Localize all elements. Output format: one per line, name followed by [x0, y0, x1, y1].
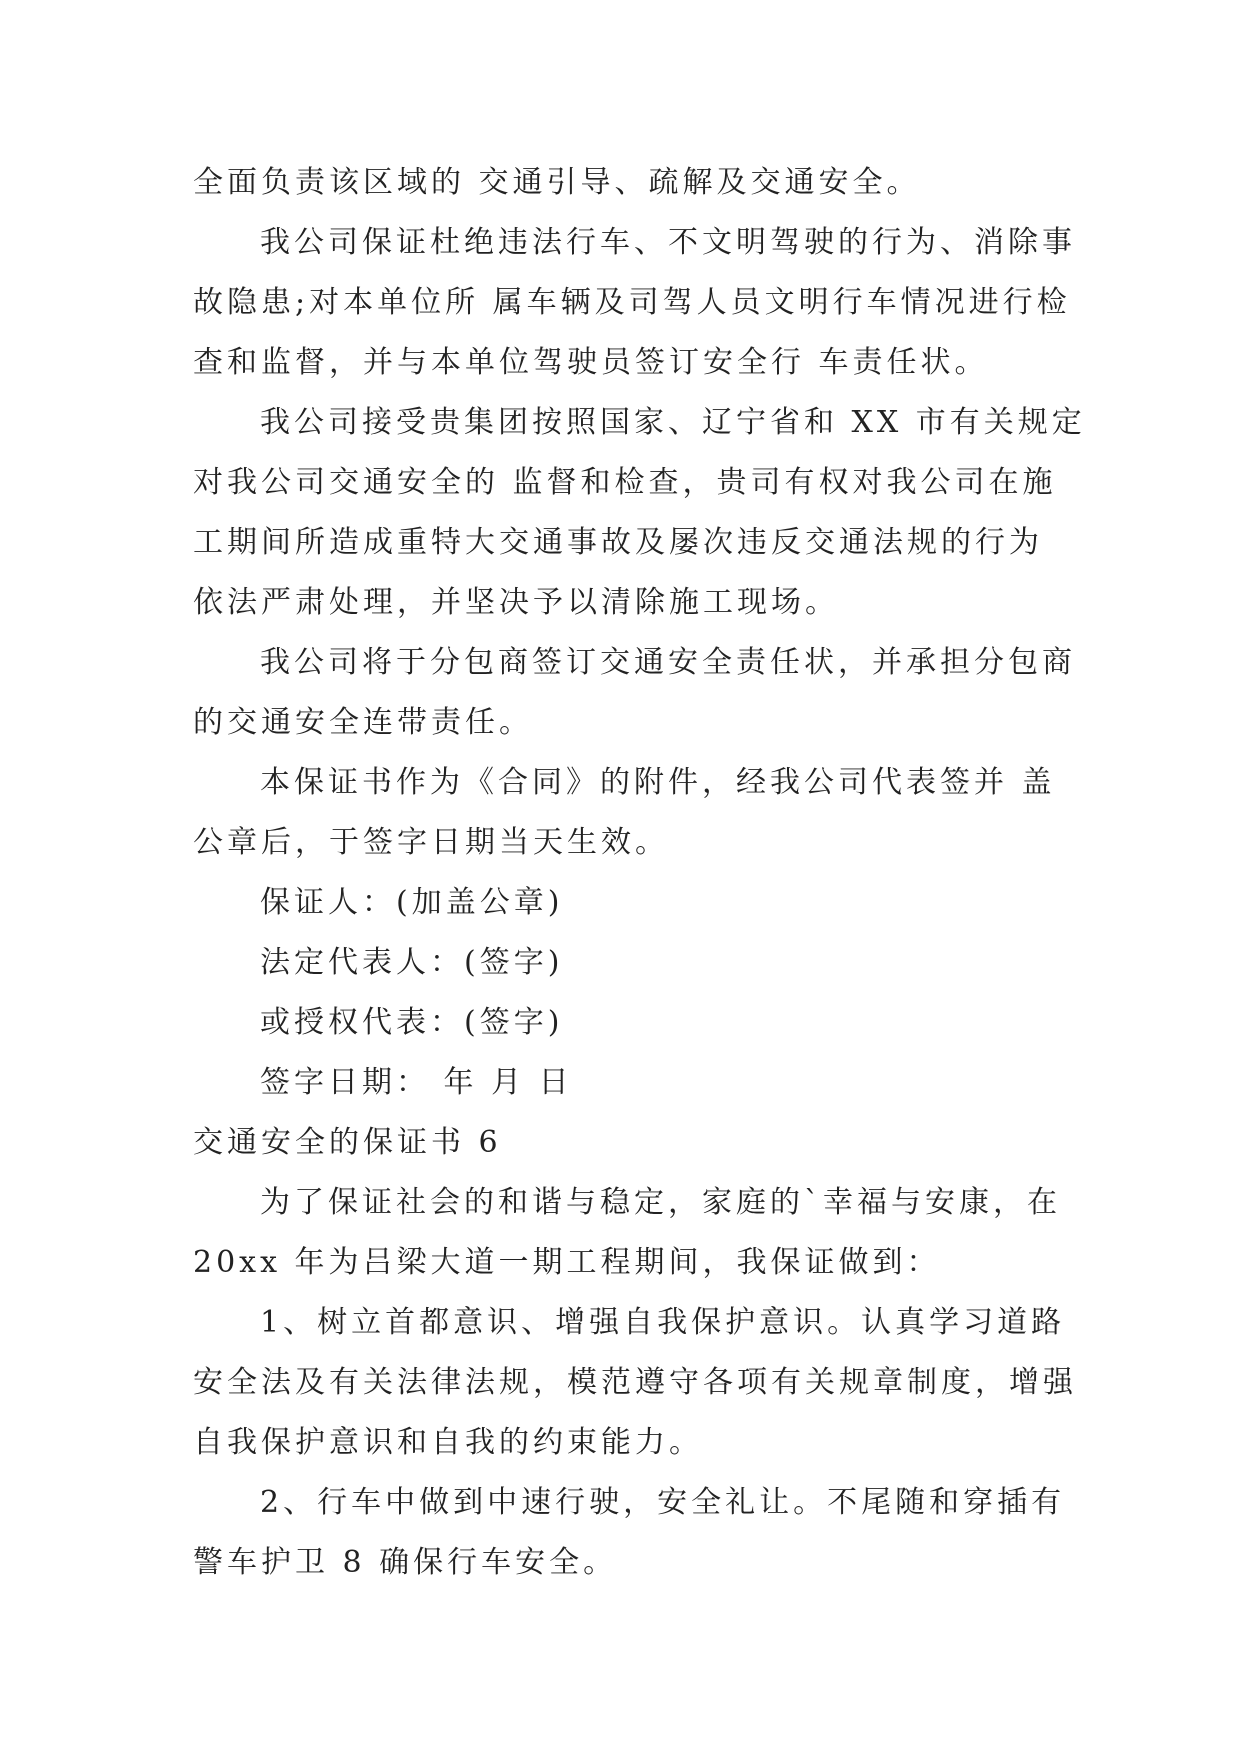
text-line: 我公司保证杜绝违法行车、不文明驾驶的行为、消除事 — [260, 225, 1076, 260]
text-line: 自我保护意识和自我的约束能力。 — [193, 1425, 703, 1460]
text-line: 的交通安全连带责任。 — [193, 705, 533, 740]
text-line: 依法严肃处理，并坚决予以清除施工现场。 — [193, 585, 839, 620]
text-line: 20xx 年为吕梁大道一期工程期间，我保证做到： — [193, 1245, 941, 1280]
section-title: 交通安全的保证书 6 — [193, 1125, 502, 1160]
text-line: 为了保证社会的和谐与稳定，家庭的`幸福与安康，在 — [260, 1185, 1061, 1220]
text-line: 工期间所造成重特大交通事故及屡次违反交通法规的行为 — [193, 525, 1043, 560]
text-line: 本保证书作为《合同》的附件，经我公司代表签并 盖 — [260, 765, 1056, 800]
text-line: 安全法及有关法律法规，模范遵守各项有关规章制度，增强 — [193, 1365, 1077, 1400]
document-body — [193, 153, 1086, 1593]
text-line: 全面负责该区域的 交通引导、疏解及交通安全。 — [193, 165, 921, 200]
signature-line-guarantor: 保证人：(加盖公章) — [260, 885, 564, 920]
signature-line-date: 签字日期： 年 月 日 — [260, 1065, 573, 1100]
text-line: 2、行车中做到中速行驶，安全礼让。不尾随和穿插有 — [260, 1485, 1066, 1520]
signature-line-legal-rep: 法定代表人：(签字) — [260, 945, 564, 980]
text-line: 对我公司交通安全的 监督和检查，贵司有权对我公司在施 — [193, 465, 1057, 500]
text-line: 公章后，于签字日期当天生效。 — [193, 825, 669, 860]
text-line: 1、树立首都意识、增强自我保护意识。认真学习道路 — [260, 1305, 1066, 1340]
text-line: 我公司接受贵集团按照国家、辽宁省和 XX 市有关规定 — [260, 405, 1086, 440]
signature-line-authorized-rep: 或授权代表：(签字) — [260, 1005, 564, 1040]
text-line: 我公司将于分包商签订交通安全责任状，并承担分包商 — [260, 645, 1076, 680]
text-line: 查和监督，并与本单位驾驶员签订安全行 车责任状。 — [193, 345, 989, 380]
text-line: 故隐患;对本单位所 属车辆及司驾人员文明行车情况进行检 — [193, 285, 1071, 320]
text-line: 警车护卫 8 确保行车安全。 — [193, 1545, 618, 1580]
